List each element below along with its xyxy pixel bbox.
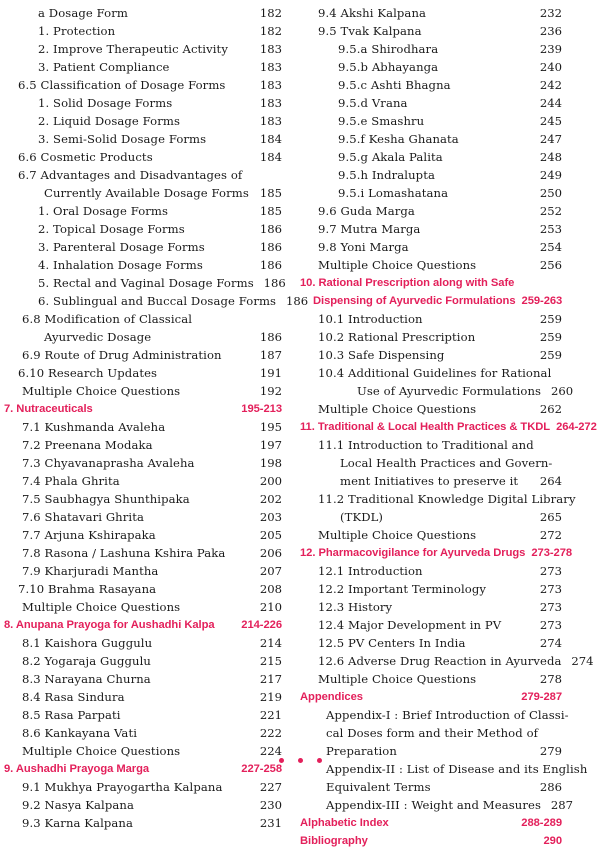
toc-entry-title: 9.5 Tvak Kalpana bbox=[318, 24, 422, 38]
toc-entry-title: Appendix-II : List of Disease and its English bbox=[326, 762, 588, 776]
toc-entry-title: 7.3 Chyavanaprasha Avaleha bbox=[22, 456, 195, 470]
toc-entry-title: Preparation bbox=[326, 744, 397, 758]
toc-page-number: 184 bbox=[259, 132, 282, 146]
toc-entry-title: 12.1 Introduction bbox=[318, 564, 423, 578]
toc-entry-title: 6. Sublingual and Buccal Dosage Forms bbox=[38, 294, 277, 308]
toc-entry-row bbox=[300, 508, 562, 526]
toc-entry-row bbox=[300, 724, 562, 742]
toc-page-number: 202 bbox=[259, 492, 282, 506]
toc-chapter-row bbox=[300, 418, 597, 436]
toc-entry-title: 10.4 Additional Guidelines for Rational bbox=[318, 366, 552, 380]
toc-entry-row bbox=[4, 184, 282, 202]
toc-entry-title: 5. Rectal and Vaginal Dosage Forms bbox=[38, 276, 254, 290]
toc-entry-title: 7.5 Saubhagya Shunthipaka bbox=[22, 492, 190, 506]
toc-entry-row bbox=[4, 22, 282, 40]
toc-entry-title: Ayurvedic Dosage bbox=[44, 330, 152, 344]
toc-chapter-row bbox=[300, 292, 562, 310]
toc-page-number: 259 bbox=[539, 312, 562, 326]
toc-entry-row bbox=[4, 454, 282, 472]
toc-entry-row bbox=[4, 148, 282, 166]
toc-entry-row bbox=[4, 220, 282, 238]
toc-page-number: 183 bbox=[259, 60, 282, 74]
toc-entry-title: 2. Improve Therapeutic Activity bbox=[38, 42, 228, 56]
toc-entry-title: 8.5 Rasa Parpati bbox=[22, 708, 121, 722]
toc-entry-title: 9.2 Nasya Kalpana bbox=[22, 798, 134, 812]
toc-entry-title: 8.1 Kaishora Guggulu bbox=[22, 636, 153, 650]
toc-page-number: 265 bbox=[539, 510, 562, 524]
toc-page-number: 254 bbox=[539, 240, 562, 254]
toc-entry-row bbox=[300, 706, 569, 724]
toc-page-number: 221 bbox=[259, 708, 282, 722]
toc-entry-row bbox=[4, 634, 282, 652]
toc-page-number: 259 bbox=[539, 330, 562, 344]
toc-columns bbox=[0, 4, 600, 850]
toc-page-number: 195-213 bbox=[241, 403, 282, 415]
toc-entry-row bbox=[300, 94, 562, 112]
toc-entry-row bbox=[300, 58, 562, 76]
toc-entry-row bbox=[300, 778, 562, 796]
toc-entry-row bbox=[300, 76, 562, 94]
toc-entry-title: 1. Protection bbox=[38, 24, 116, 38]
toc-entry-row bbox=[300, 202, 562, 220]
ornament-dot bbox=[279, 758, 284, 763]
toc-page-number: 183 bbox=[259, 114, 282, 128]
toc-entry-title: 10.1 Introduction bbox=[318, 312, 423, 326]
toc-entry-title: 7.9 Kharjuradi Mantha bbox=[22, 564, 159, 578]
toc-page-number: 239 bbox=[539, 42, 562, 56]
toc-entry-title: 9.5.a Shirodhara bbox=[338, 42, 439, 56]
toc-chapter-title: 12. Pharmacovigilance for Ayurveda Drugs bbox=[300, 547, 526, 559]
toc-entry-title: 8.6 Kankayana Vati bbox=[22, 726, 138, 740]
toc-page-number: 195 bbox=[259, 420, 282, 434]
toc-entry-row bbox=[300, 40, 562, 58]
toc-page-number: 186 bbox=[259, 222, 282, 236]
toc-entry-row bbox=[4, 472, 282, 490]
toc-entry-title: 7.7 Arjuna Kshirapaka bbox=[22, 528, 156, 542]
ornament-dot bbox=[317, 758, 322, 763]
toc-entry-row bbox=[300, 310, 562, 328]
toc-page-number: 227-258 bbox=[241, 763, 282, 775]
toc-entry-title: 12.5 PV Centers In India bbox=[318, 636, 466, 650]
toc-page-number: 186 bbox=[259, 240, 282, 254]
toc-page-number: 198 bbox=[259, 456, 282, 470]
toc-entry-title: 7.4 Phala Ghrita bbox=[22, 474, 120, 488]
toc-page-number: 240 bbox=[539, 60, 562, 74]
toc-entry-row bbox=[300, 580, 562, 598]
toc-page-number: 231 bbox=[259, 816, 282, 830]
toc-entry-title: 12.4 Major Development in PV bbox=[318, 618, 502, 632]
toc-entry-row bbox=[4, 202, 282, 220]
toc-page-number: 250 bbox=[539, 186, 562, 200]
toc-entry-row bbox=[4, 274, 286, 292]
toc-page-number: 286 bbox=[539, 780, 562, 794]
toc-page-number: 185 bbox=[259, 204, 282, 218]
toc-chapter-title: 7. Nutraceuticals bbox=[4, 403, 93, 415]
toc-entry-title: 2. Liquid Dosage Forms bbox=[38, 114, 181, 128]
toc-entry-row bbox=[4, 256, 282, 274]
toc-entry-row bbox=[4, 4, 282, 22]
toc-entry-row bbox=[4, 166, 282, 184]
toc-chapter-row bbox=[4, 616, 282, 634]
toc-entry-title: 1. Solid Dosage Forms bbox=[38, 96, 173, 110]
toc-chapter-title: 9. Aushadhi Prayoga Marga bbox=[4, 763, 150, 775]
toc-page-number: 288-289 bbox=[521, 817, 562, 829]
toc-entry-title: 9.5.b Abhayanga bbox=[338, 60, 439, 74]
toc-page-number: 273 bbox=[539, 564, 562, 578]
toc-entry-title: a Dosage Form bbox=[38, 6, 128, 20]
toc-entry-title: 12.3 History bbox=[318, 600, 393, 614]
toc-page-number: 224 bbox=[259, 744, 282, 758]
toc-entry-row bbox=[4, 292, 309, 310]
toc-chapter-row bbox=[300, 274, 562, 292]
toc-entry-row bbox=[4, 238, 282, 256]
toc-page-number: 236 bbox=[539, 24, 562, 38]
toc-entry-title: Multiple Choice Questions bbox=[22, 384, 181, 398]
toc-entry-row bbox=[4, 58, 282, 76]
toc-entry-row bbox=[300, 166, 562, 184]
toc-page-number: 214-226 bbox=[241, 619, 282, 631]
toc-page-number: 210 bbox=[259, 600, 282, 614]
toc-page-number: 279 bbox=[539, 744, 562, 758]
toc-entry-row bbox=[300, 256, 562, 274]
toc-entry-title: 3. Semi-Solid Dosage Forms bbox=[38, 132, 207, 146]
toc-entry-row bbox=[300, 346, 562, 364]
toc-entry-row bbox=[4, 40, 282, 58]
toc-page-number: 287 bbox=[550, 798, 574, 812]
toc-entry-title: cal Doses form and their Method of bbox=[326, 726, 539, 740]
toc-page-number: 183 bbox=[259, 42, 282, 56]
toc-page-number: 274 bbox=[539, 636, 562, 650]
toc-page-number: 290 bbox=[543, 835, 562, 847]
toc-page-number: 244 bbox=[539, 96, 562, 110]
toc-entry-title: 7.1 Kushmanda Avaleha bbox=[22, 420, 166, 434]
toc-chapter-title: 8. Anupana Prayoga for Aushadhi Kalpa bbox=[4, 619, 215, 631]
toc-page-number: 245 bbox=[539, 114, 562, 128]
toc-entry-title: 7.10 Brahma Rasayana bbox=[18, 582, 157, 596]
toc-entry-row bbox=[4, 814, 282, 832]
toc-page-number: 256 bbox=[539, 258, 562, 272]
toc-entry-title: 4. Inhalation Dosage Forms bbox=[38, 258, 203, 272]
toc-entry-title: 9.5.i Lomashatana bbox=[338, 186, 449, 200]
toc-page-number: 273 bbox=[539, 582, 562, 596]
toc-entry-row bbox=[4, 562, 282, 580]
toc-entry-title: Equivalent Terms bbox=[326, 780, 431, 794]
toc-entry-title: Multiple Choice Questions bbox=[318, 672, 477, 686]
toc-page-number: 191 bbox=[259, 366, 282, 380]
toc-entry-title: 9.1 Mukhya Prayogartha Kalpana bbox=[22, 780, 223, 794]
toc-entry-row bbox=[4, 490, 282, 508]
ornament-dot bbox=[298, 758, 303, 763]
toc-page-number: 182 bbox=[259, 24, 282, 38]
toc-entry-row bbox=[4, 508, 282, 526]
toc-entry-row bbox=[300, 472, 562, 490]
toc-entry-row bbox=[4, 526, 282, 544]
toc-entry-title: Appendix-III : Weight and Measures bbox=[326, 798, 542, 812]
toc-entry-title: 2. Topical Dosage Forms bbox=[38, 222, 185, 236]
toc-entry-row bbox=[300, 112, 562, 130]
toc-entry-title: Multiple Choice Questions bbox=[22, 744, 181, 758]
toc-entry-title: 10.2 Rational Prescription bbox=[318, 330, 476, 344]
toc-entry-row bbox=[4, 652, 282, 670]
toc-entry-title: 3. Patient Compliance bbox=[38, 60, 170, 74]
toc-entry-row bbox=[300, 220, 562, 238]
toc-entry-title: 9.5.g Akala Palita bbox=[338, 150, 443, 164]
toc-page-number: 183 bbox=[259, 78, 282, 92]
toc-page-number: 187 bbox=[259, 348, 282, 362]
toc-entry-row bbox=[4, 580, 282, 598]
toc-entry-title: 6.6 Cosmetic Products bbox=[18, 150, 153, 164]
toc-entry-title: 8.3 Narayana Churna bbox=[22, 672, 151, 686]
toc-entry-row bbox=[300, 562, 562, 580]
toc-entry-row bbox=[300, 328, 562, 346]
toc-page-number: 273 bbox=[539, 600, 562, 614]
toc-page-number: 184 bbox=[259, 150, 282, 164]
toc-page-number: 252 bbox=[539, 204, 562, 218]
toc-entry-title: 9.4 Akshi Kalpana bbox=[318, 6, 427, 20]
toc-entry-row bbox=[300, 796, 574, 814]
toc-entry-row bbox=[300, 436, 562, 454]
toc-page-number: 186 bbox=[259, 330, 282, 344]
toc-entry-title: 9.8 Yoni Marga bbox=[318, 240, 409, 254]
toc-entry-title: 8.4 Rasa Sindura bbox=[22, 690, 125, 704]
toc-page-number: 260 bbox=[550, 384, 574, 398]
toc-column-left bbox=[0, 4, 309, 850]
toc-page-number: 259 bbox=[539, 348, 562, 362]
toc-entry-title: Multiple Choice Questions bbox=[318, 402, 477, 416]
toc-page-number: 200 bbox=[259, 474, 282, 488]
toc-page-number: 227 bbox=[259, 780, 282, 794]
toc-entry-row bbox=[4, 382, 282, 400]
toc-chapter-row bbox=[300, 544, 573, 562]
toc-entry-title: Local Health Practices and Govern- bbox=[340, 456, 553, 470]
toc-entry-title: 3. Parenteral Dosage Forms bbox=[38, 240, 205, 254]
toc-chapter-title: Dispensing of Ayurvedic Formulations bbox=[313, 295, 516, 307]
toc-entry-row bbox=[300, 4, 562, 22]
toc-entry-row bbox=[4, 544, 282, 562]
toc-entry-title: ment Initiatives to preserve it bbox=[340, 474, 519, 488]
toc-entry-title: 9.3 Karna Kalpana bbox=[22, 816, 133, 830]
toc-entry-title: 7.2 Preenana Modaka bbox=[22, 438, 153, 452]
toc-entry-row bbox=[4, 796, 282, 814]
toc-page-number: 185 bbox=[259, 186, 282, 200]
toc-entry-row bbox=[4, 94, 282, 112]
toc-entry-title: 9.6 Guda Marga bbox=[318, 204, 415, 218]
toc-page-number: 264-272 bbox=[556, 421, 597, 433]
toc-entry-title: Currently Available Dosage Forms bbox=[44, 186, 249, 200]
toc-entry-title: 12.6 Adverse Drug Reaction in Ayurveda bbox=[318, 654, 562, 668]
toc-page-number: 262 bbox=[539, 402, 562, 416]
toc-entry-row bbox=[300, 130, 562, 148]
toc-entry-row bbox=[4, 310, 282, 328]
toc-page-number: 186 bbox=[259, 258, 282, 272]
toc-entry-title: 6.8 Modification of Classical bbox=[22, 312, 193, 326]
toc-page-number: 242 bbox=[539, 78, 562, 92]
toc-entry-row bbox=[4, 598, 282, 616]
toc-chapter-title: 10. Rational Prescription along with Safe bbox=[300, 277, 515, 289]
toc-entry-row bbox=[300, 616, 562, 634]
toc-page-number: 247 bbox=[539, 132, 562, 146]
toc-entry-row bbox=[4, 706, 282, 724]
toc-entry-title: 6.7 Advantages and Disadvantages of bbox=[18, 168, 243, 182]
toc-chapter-title: Alphabetic Index bbox=[300, 817, 389, 829]
toc-entry-row bbox=[300, 634, 562, 652]
bottom-ornament bbox=[0, 758, 600, 763]
toc-entry-title: 6.10 Research Updates bbox=[18, 366, 158, 380]
toc-page-number: 219 bbox=[259, 690, 282, 704]
toc-entry-row bbox=[4, 364, 282, 382]
toc-entry-row bbox=[4, 778, 282, 796]
toc-entry-title: 7.8 Rasona / Lashuna Kshira Paka bbox=[22, 546, 226, 560]
toc-entry-title: Multiple Choice Questions bbox=[318, 258, 477, 272]
toc-page-number: 274 bbox=[571, 654, 594, 668]
toc-entry-row bbox=[4, 418, 282, 436]
toc-entry-title: 9.5.c Ashti Bhagna bbox=[338, 78, 451, 92]
toc-page-number: 207 bbox=[259, 564, 282, 578]
toc-entry-row bbox=[4, 688, 282, 706]
toc-entry-row bbox=[300, 526, 562, 544]
toc-chapter-row bbox=[300, 814, 562, 832]
toc-page-number: 232 bbox=[539, 6, 562, 20]
toc-chapter-row bbox=[300, 832, 562, 850]
toc-column-right bbox=[290, 4, 597, 850]
toc-entry-title: 6.5 Classification of Dosage Forms bbox=[18, 78, 226, 92]
toc-entry-row bbox=[4, 112, 282, 130]
toc-page-number: 278 bbox=[539, 672, 562, 686]
toc-page-number: 273-278 bbox=[531, 547, 573, 559]
toc-entry-title: Multiple Choice Questions bbox=[22, 600, 181, 614]
toc-entry-row bbox=[4, 76, 282, 94]
toc-page-number: 186 bbox=[285, 294, 309, 308]
toc-entry-row bbox=[4, 346, 282, 364]
toc-entry-title: 9.5.h Indralupta bbox=[338, 168, 435, 182]
toc-page-number: 183 bbox=[259, 96, 282, 110]
toc-entry-row bbox=[300, 490, 576, 508]
toc-entry-title: Appendix-I : Brief Introduction of Classi- bbox=[326, 708, 569, 722]
toc-entry-title: 6.9 Route of Drug Administration bbox=[22, 348, 222, 362]
toc-page-number: 217 bbox=[259, 672, 282, 686]
toc-page-number: 206 bbox=[259, 546, 282, 560]
toc-chapter-row bbox=[4, 400, 282, 418]
toc-entry-title: 9.5.d Vrana bbox=[338, 96, 408, 110]
toc-entry-row bbox=[300, 670, 562, 688]
toc-page-number: 230 bbox=[259, 798, 282, 812]
toc-chapter-row bbox=[300, 688, 562, 706]
toc-page-number: 222 bbox=[259, 726, 282, 740]
toc-page-number: 205 bbox=[259, 528, 282, 542]
toc-entry-row bbox=[300, 400, 562, 418]
toc-entry-row bbox=[4, 130, 282, 148]
toc-entry-title: 11.1 Introduction to Traditional and bbox=[318, 438, 534, 452]
toc-page-number: 248 bbox=[539, 150, 562, 164]
toc-entry-title: 12.2 Important Terminology bbox=[318, 582, 487, 596]
toc-entry-row bbox=[300, 22, 562, 40]
toc-entry-title: 9.5.e Smashru bbox=[338, 114, 425, 128]
toc-page-number: 215 bbox=[259, 654, 282, 668]
toc-chapter-title: Appendices bbox=[300, 691, 363, 703]
toc-entry-row bbox=[300, 184, 562, 202]
toc-entry-row bbox=[4, 436, 282, 454]
toc-entry-row bbox=[300, 364, 562, 382]
toc-page-number: 279-287 bbox=[521, 691, 562, 703]
toc-page-number: 192 bbox=[259, 384, 282, 398]
toc-chapter-title: Bibliography bbox=[300, 835, 368, 847]
toc-entry-title: Use of Ayurvedic Formulations bbox=[357, 384, 542, 398]
toc-entry-title: 10.3 Safe Dispensing bbox=[318, 348, 445, 362]
toc-page-number: 208 bbox=[259, 582, 282, 596]
toc-entry-row bbox=[4, 328, 282, 346]
toc-entry-row bbox=[300, 652, 594, 670]
toc-page-number: 259-263 bbox=[521, 295, 563, 307]
toc-entry-row bbox=[300, 454, 562, 472]
toc-page-number: 264 bbox=[539, 474, 562, 488]
toc-page-number: 182 bbox=[259, 6, 282, 20]
toc-entry-title: 7.6 Shatavari Ghrita bbox=[22, 510, 144, 524]
toc-entry-title: (TKDL) bbox=[340, 510, 384, 524]
toc-entry-title: 9.5.f Kesha Ghanata bbox=[338, 132, 459, 146]
toc-entry-row bbox=[300, 598, 562, 616]
toc-page-number: 197 bbox=[259, 438, 282, 452]
toc-entry-row bbox=[4, 670, 282, 688]
toc-page-number: 214 bbox=[259, 636, 282, 650]
toc-page-number: 203 bbox=[259, 510, 282, 524]
toc-entry-title: 9.7 Mutra Marga bbox=[318, 222, 421, 236]
toc-entry-row bbox=[300, 148, 562, 166]
toc-page-number: 253 bbox=[539, 222, 562, 236]
toc-entry-row bbox=[300, 382, 574, 400]
toc-page-number: 186 bbox=[263, 276, 286, 290]
toc-chapter-title: 11. Traditional & Local Health Practices & TKDL bbox=[300, 421, 551, 433]
toc-entry-title: 8.2 Yogaraja Guggulu bbox=[22, 654, 151, 668]
toc-entry-title: 11.2 Traditional Knowledge Digital Library bbox=[318, 492, 576, 506]
toc-entry-row bbox=[300, 238, 562, 256]
toc-entry-title: Multiple Choice Questions bbox=[318, 528, 477, 542]
toc-entry-title: 1. Oral Dosage Forms bbox=[38, 204, 169, 218]
toc-entry-row bbox=[4, 724, 282, 742]
toc-page-number: 249 bbox=[539, 168, 562, 182]
toc-page-number: 272 bbox=[539, 528, 562, 542]
toc-page-number: 273 bbox=[539, 618, 562, 632]
